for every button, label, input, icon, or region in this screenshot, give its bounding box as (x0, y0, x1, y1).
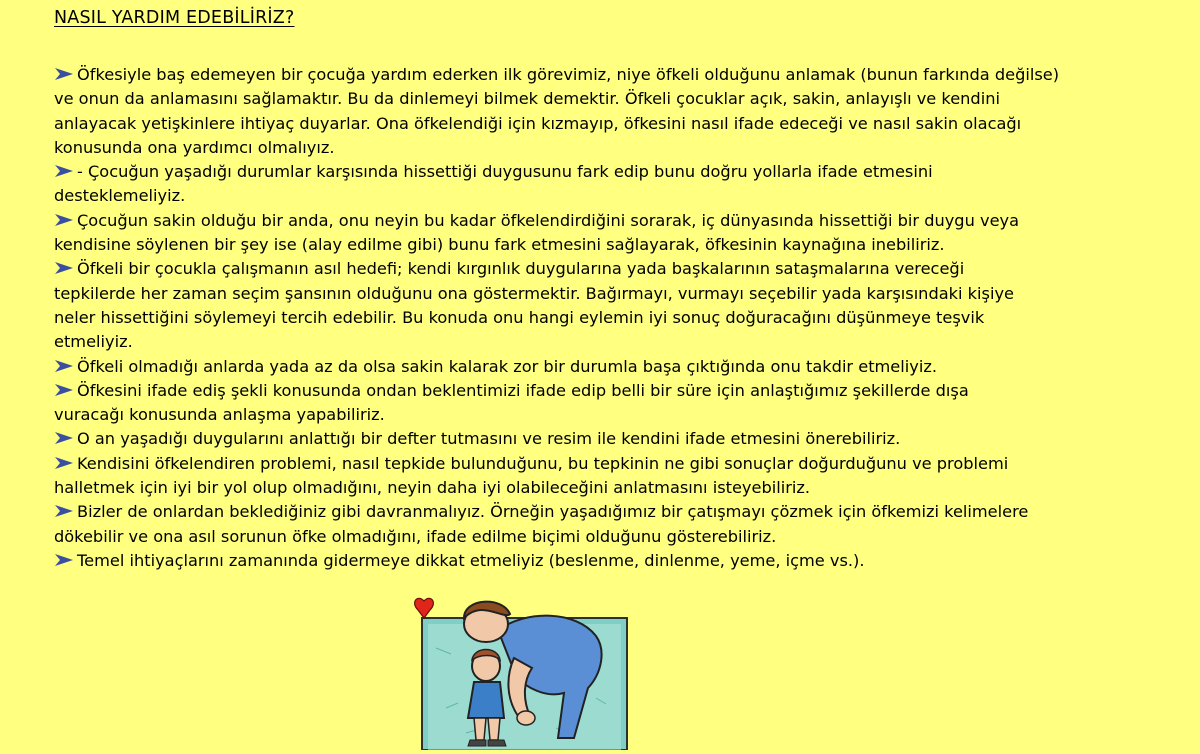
list-item (54, 549, 1200, 573)
page-title: NASIL YARDIM EDEBİLİRİZ? (54, 8, 295, 28)
list-item-continuation (54, 306, 1200, 330)
list-item-text: Bizler de onlardan beklediğiniz gibi davranmalıyız. Örneğin yaşadığımız bir çatışmayı çözmek için öfkemizi kelimelere (77, 502, 1029, 522)
list-item (54, 63, 1200, 87)
arrowhead-bullet-icon (54, 164, 74, 178)
list-item-text: etmeliyiz. (54, 332, 133, 352)
list-item (54, 355, 1200, 379)
list-item-text: halletmek için iyi bir yol olup olmadığını, neyin daha iyi olabileceğini anlatmasını isteyebiliriz. (54, 478, 811, 498)
list-item-text: vuracağı konusunda anlaşma yapabiliriz. (54, 405, 385, 425)
advice-list (54, 63, 1200, 573)
list-item-continuation (54, 87, 1200, 111)
arrowhead-bullet-icon (54, 383, 74, 397)
list-item-continuation (54, 330, 1200, 354)
list-item-continuation (54, 282, 1200, 306)
list-item-text: tepkilerde her zaman seçim şansının olduğunu ona göstermektir. Bağırmayı, vurmayı seçebilir yada karşısındaki kişiye (54, 283, 1015, 303)
heart-icon (415, 598, 434, 618)
list-item-continuation (54, 184, 1200, 208)
list-item-text: Kendisini öfkelendiren problemi, nasıl tepkide bulunduğunu, bu tepkinin ne gibi sonuçlar doğurduğunu ve problemi (77, 453, 1009, 473)
list-item-text: konusunda ona yardımcı olmalıyız. (54, 137, 335, 157)
arrowhead-bullet-icon (54, 456, 74, 470)
arrowhead-bullet-icon (54, 213, 74, 227)
list-item-text: kendisine söylenen bir şey ise (alay edilme gibi) bunu fark etmesini sağlayarak, öfkesinin kaynağına inebiliriz. (54, 235, 945, 255)
list-item-text: desteklemeliyiz. (54, 186, 186, 206)
list-item (54, 160, 1200, 184)
list-item-text: neler hissettiğini söylemeyi tercih edebilir. Bu konuda onu hangi eylemin iyi sonuç doğuracağını düşünmeye teşvik (54, 307, 985, 327)
list-item (54, 427, 1200, 451)
list-item-continuation (54, 136, 1200, 160)
list-item-text: anlayacak yetişkinlere ihtiyaç duyarlar. Ona öfkelendiği için kızmayıp, öfkesini nasıl ifade edeceği ve nasıl sakin olacağı (54, 113, 1022, 133)
list-item-text: O an yaşadığı duygularını anlattığı bir defter tutmasını ve resim ile kendini ifade etmesini önerebiliriz. (77, 429, 901, 449)
list-item-text: dökebilir ve ona asıl sorunun öfke olmadığını, ifade edilme biçimi olduğunu gösterebiliriz. (54, 526, 777, 546)
list-item-continuation (54, 525, 1200, 549)
list-item-text: Öfkeli olmadığı anlarda yada az da olsa sakin kalarak zor bir durumla başa çıktığında onu takdir etmeliyiz. (77, 356, 937, 376)
list-item-text: Temel ihtiyaçlarını zamanında gidermeye dikkat etmeliyiz (beslenme, dinlenme, yeme, içme vs.). (77, 550, 865, 570)
list-item-continuation (54, 476, 1200, 500)
arrowhead-bullet-icon (54, 359, 74, 373)
list-item-continuation (54, 112, 1200, 136)
list-item (54, 500, 1200, 524)
arrowhead-bullet-icon (54, 504, 74, 518)
list-item-text: ve onun da anlamasını sağlamaktır. Bu da dinlemeyi bilmek demektir. Öfkeli çocuklar açık, sakin, anlayışlı ve kendini (54, 89, 1000, 109)
list-item-text: Öfkeli bir çocukla çalışmanın asıl hedefi; kendi kırgınlık duygularına yada başkalarının sataşmalarına vereceği (77, 259, 965, 279)
list-item-text: Öfkesiyle baş edemeyen bir çocuğa yardım ederken ilk görevimiz, niye öfkeli olduğunu anlamak (bunun farkında değilse) (77, 65, 1060, 84)
list-item (54, 452, 1200, 476)
list-item (54, 209, 1200, 233)
list-item-text: Öfkesini ifade ediş şekli konusunda ondan beklentimizi ifade edip belli bir süre için anlaştığımız şekillerde dışa (77, 380, 969, 400)
arrowhead-bullet-icon (54, 431, 74, 445)
arrowhead-bullet-icon (54, 553, 74, 567)
arrowhead-bullet-icon (54, 67, 74, 81)
arrowhead-bullet-icon (54, 261, 74, 275)
list-item-text: - Çocuğun yaşadığı durumlar karşısında hissettiği duygusunu fark edip bunu doğru yollarla ifade etmesini (77, 162, 933, 182)
list-item (54, 257, 1200, 281)
list-item-text: Çocuğun sakin olduğu bir anda, onu neyin bu kadar öfkelendirdiğini sorarak, iç dünyasında hissettiği bir duygu veya (77, 210, 1020, 230)
list-item-continuation (54, 233, 1200, 257)
list-item-continuation (54, 403, 1200, 427)
parent-comforting-child-illustration (406, 588, 638, 750)
list-item (54, 379, 1200, 403)
